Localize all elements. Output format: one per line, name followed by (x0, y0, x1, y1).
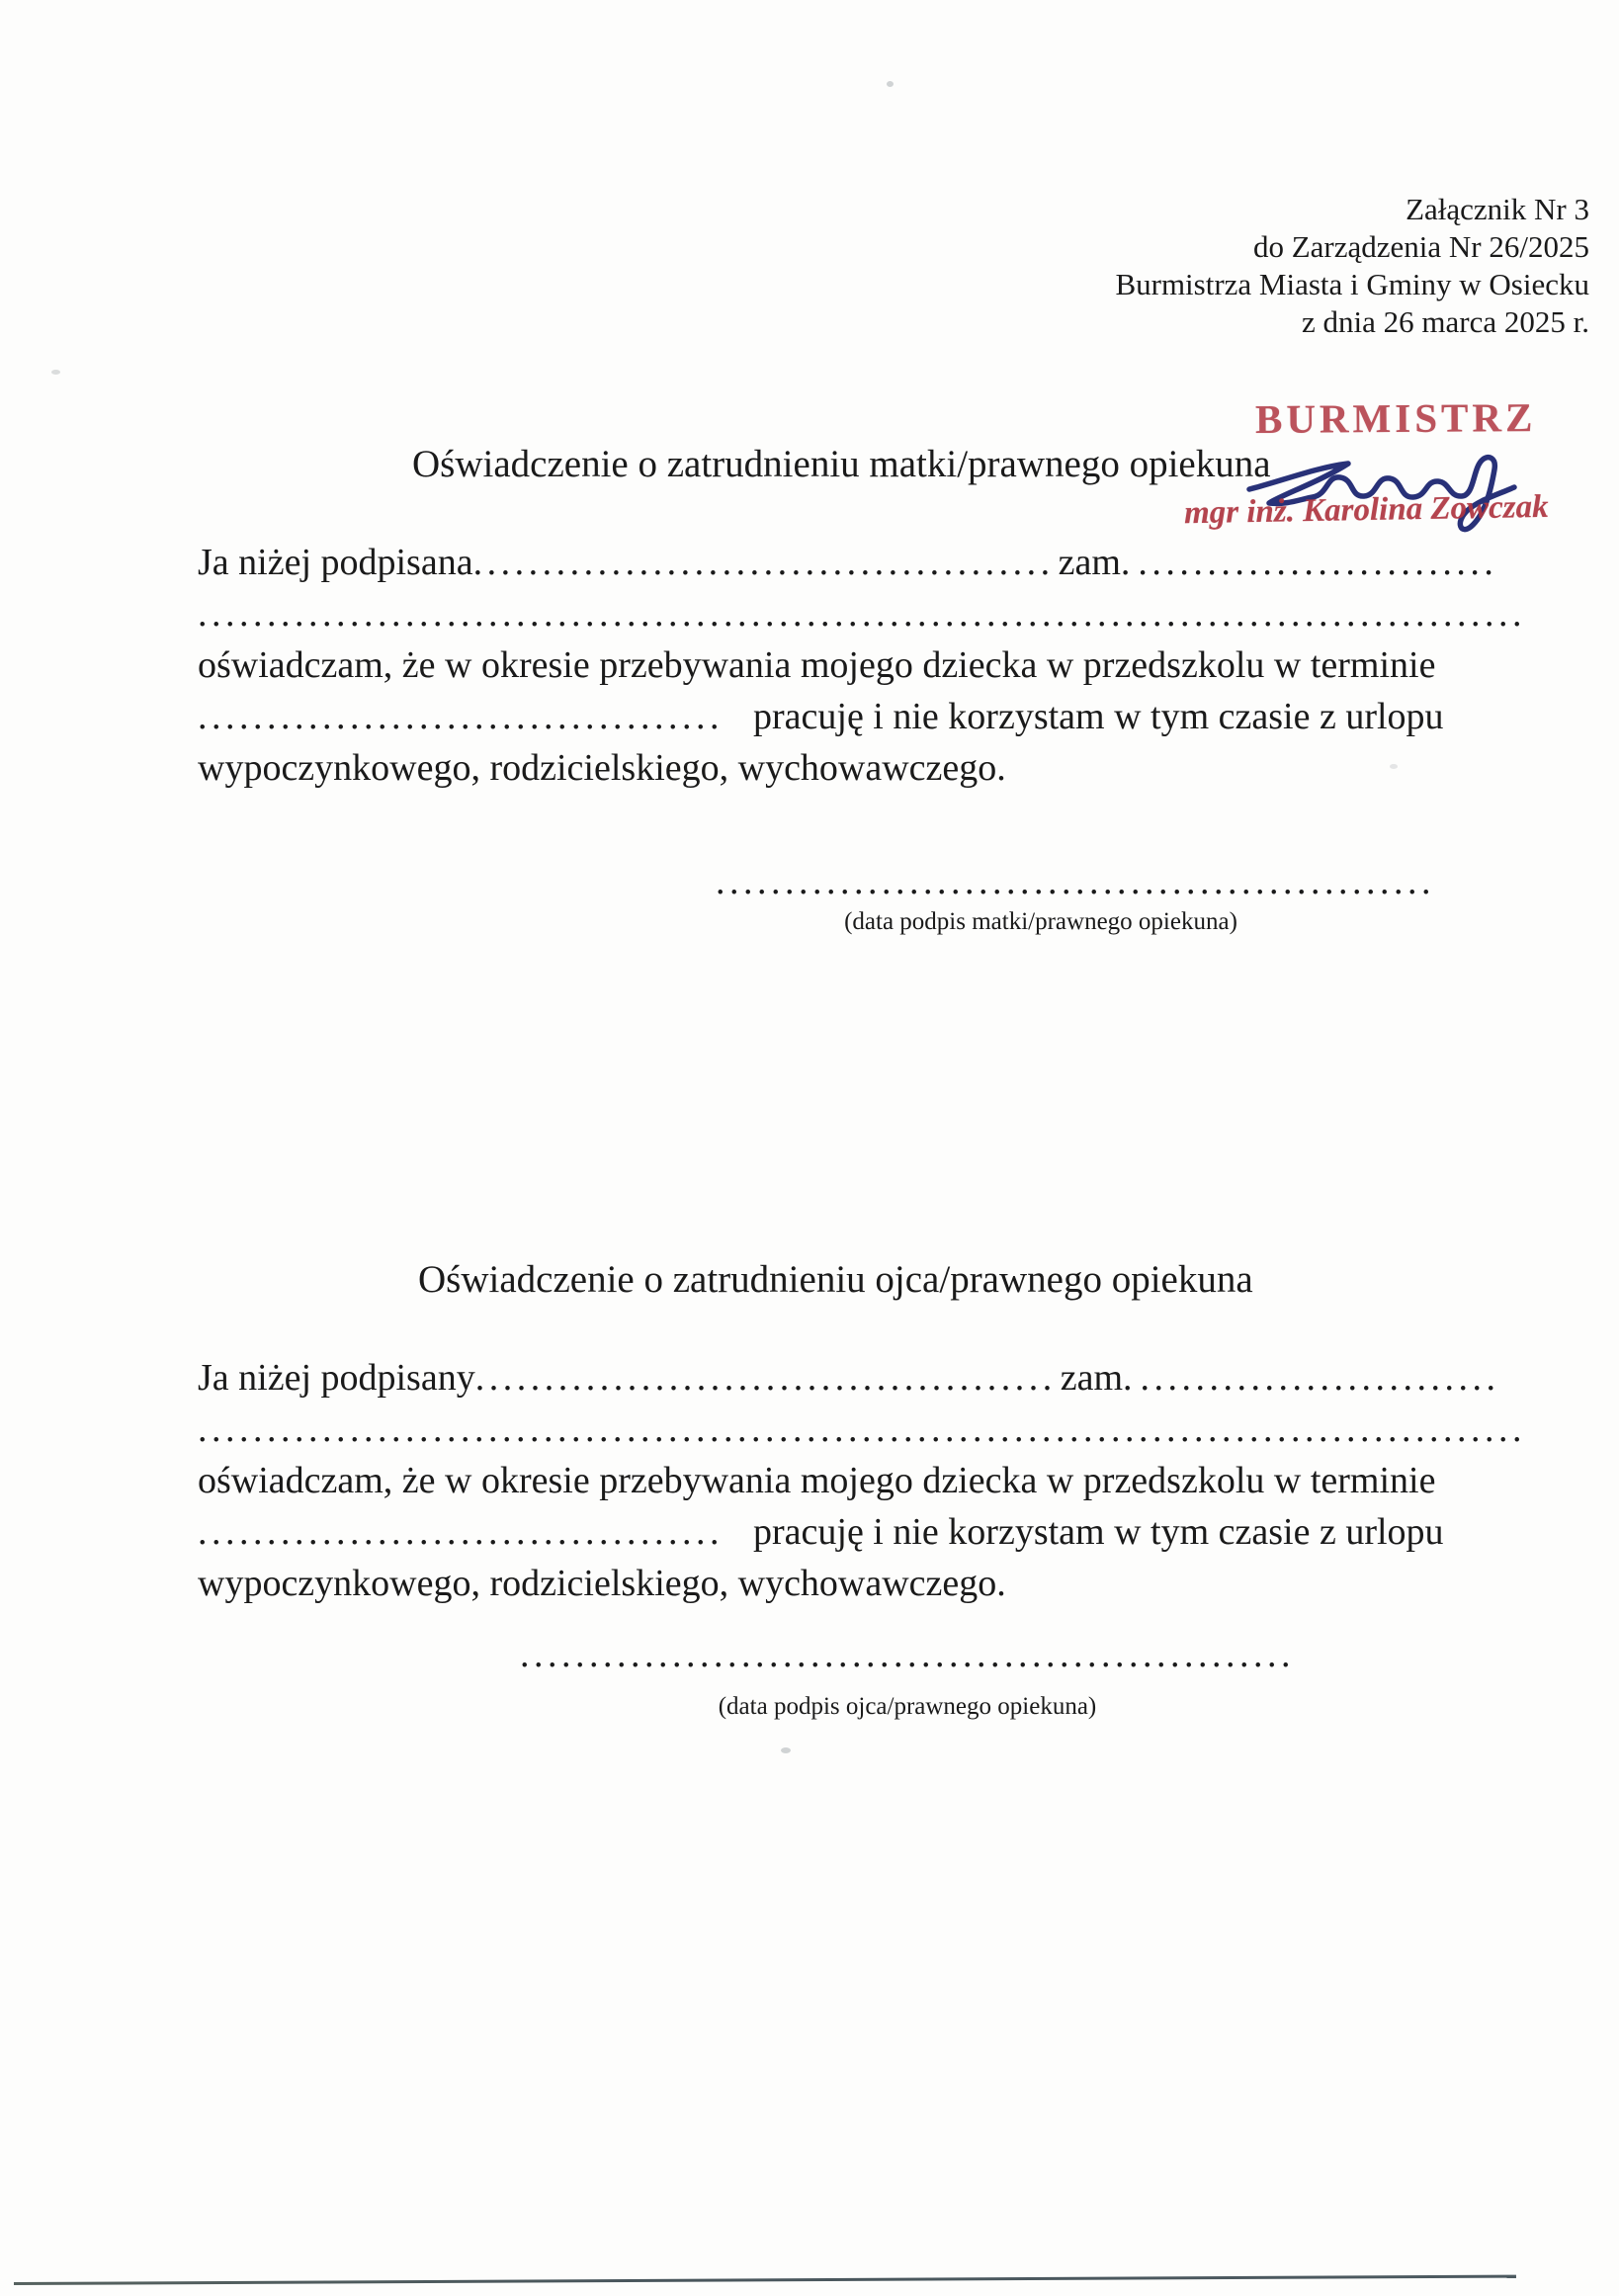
name-fill-dots: .......................................... (472, 542, 1055, 583)
declaration-mother-title: Oświadczenie o zatrudnieniu matki/prawnego opiekuna (412, 443, 1271, 485)
intro-label: Ja niżej podpisany (198, 1357, 475, 1399)
term-fill-dots: ...................................... (198, 1511, 724, 1553)
father-signature-area (517, 1631, 1298, 1722)
signature-caption: (data podpis matki/prawnego opiekuna) (844, 908, 1237, 935)
declaration-text-line-1: oświadczam, że w okresie przebywania mojego dziecka w przedszkolu w terminie (198, 1460, 1436, 1501)
address-continuation-dots: ................................................................................................ (198, 593, 1526, 635)
declaration-text-line-3: wypoczynkowego, rodzicielskiego, wychowawczego. (198, 747, 1006, 789)
zam-label: zam. (1060, 1357, 1133, 1399)
declaration-text-line-2: ...................................... pracuję i nie korzystam w tym czasie z urlopu (198, 1506, 1534, 1558)
signature-dotted-line: .................................................... (716, 861, 1435, 902)
mother-signature-area (714, 858, 1437, 937)
declaration-text-line-3: wypoczynkowego, rodzicielskiego, wychowawczego. (198, 1563, 1006, 1604)
declaration-father-title: Oświadczenie o zatrudnieniu ojca/prawnego opiekuna (418, 1258, 1253, 1301)
attachment-number: Załącznik Nr 3 (1406, 192, 1589, 226)
intro-label: Ja niżej podpisana (198, 542, 473, 583)
address-fill-dots: .......................... (1138, 542, 1498, 583)
intro-line (198, 1352, 1534, 1403)
declaration-text-line-2: ...................................... pracuję i nie korzystam w tym czasie z urlopu (198, 691, 1534, 742)
attachment-header (1115, 191, 1589, 341)
scan-speck (887, 81, 894, 87)
ordinance-reference: do Zarządzenia Nr 26/2025 (1252, 229, 1589, 264)
signature-dotted-line: ........................................................ (520, 1634, 1295, 1675)
ordinance-date: z dnia 26 marca 2025 r. (1302, 304, 1589, 339)
authority-name: Burmistrza Miasta i Gminy w Osiecku (1115, 267, 1589, 301)
scan-edge-artifact-line (14, 2275, 1516, 2285)
address-fill-dots: .......................... (1140, 1357, 1500, 1399)
scan-speck (51, 370, 60, 375)
intro-line (198, 537, 1534, 588)
signature-caption: (data podpis ojca/prawnego opiekuna) (718, 1693, 1097, 1720)
address-continuation-dots: ................................................................................................ (198, 1408, 1526, 1450)
term-fill-dots: ...................................... (198, 696, 724, 737)
burmistrz-stamp-title: BURMISTRZ (1254, 394, 1537, 442)
scan-speck (1390, 764, 1398, 769)
declaration-text-line-1: oświadczam, że w okresie przebywania mojego dziecka w przedszkolu w terminie (198, 644, 1436, 686)
name-fill-dots: .......................................... (474, 1357, 1057, 1399)
declaration-father-body (198, 1352, 1534, 1609)
stamp-signer-name: mgr inż. Karolina Zowczak (1183, 488, 1549, 532)
zam-label: zam. (1058, 542, 1131, 583)
declaration-mother-body (198, 537, 1534, 794)
scan-speck (781, 1747, 791, 1753)
